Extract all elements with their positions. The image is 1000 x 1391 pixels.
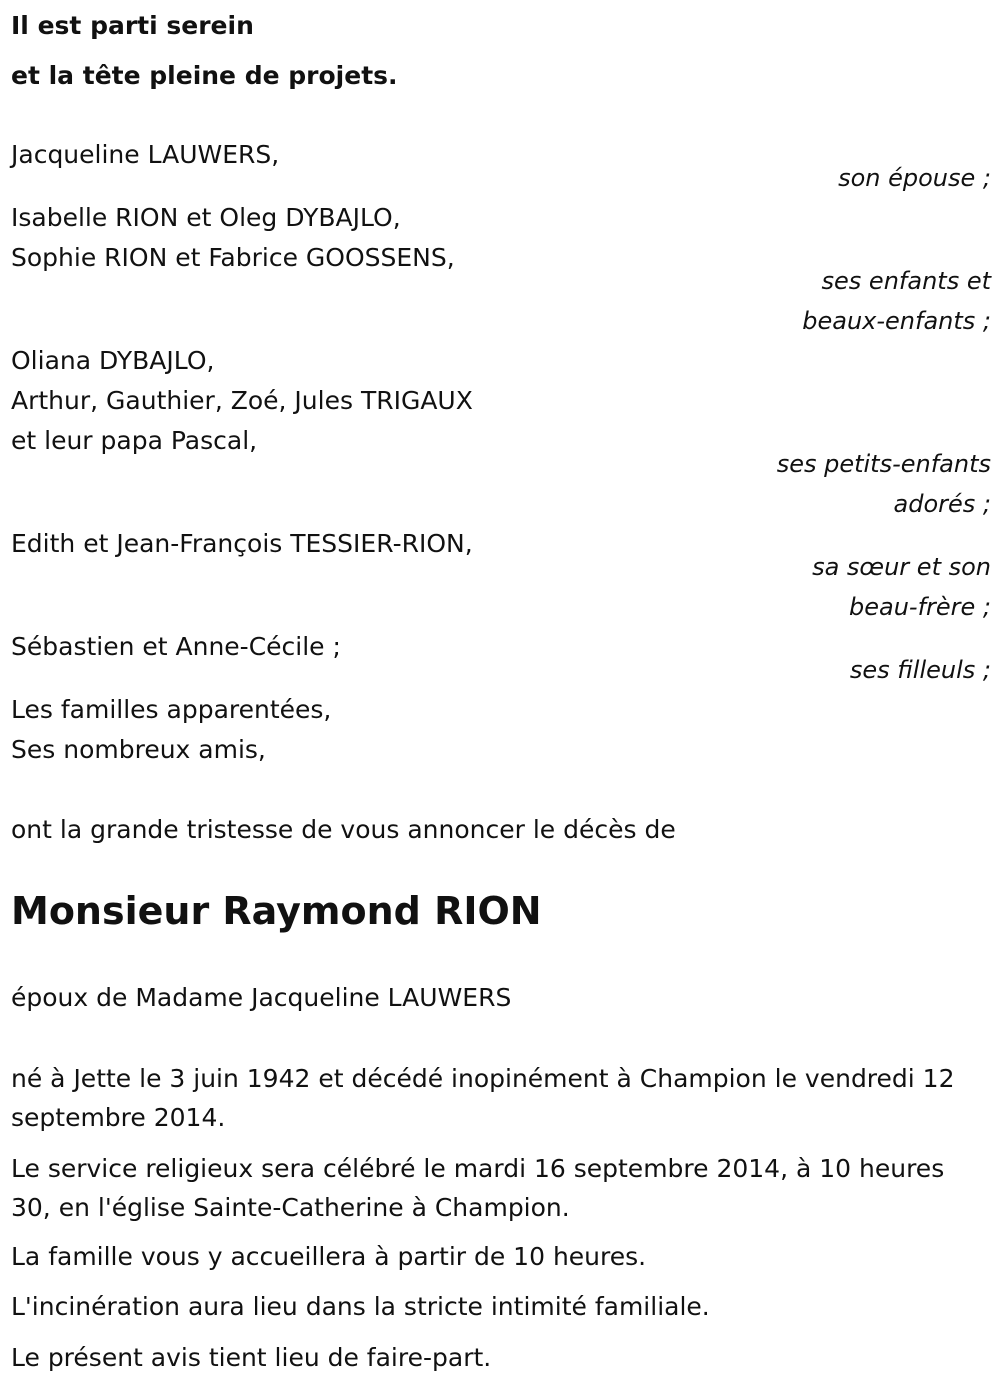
family-role: son épouse ;: [838, 164, 991, 192]
family-role: beaux-enfants ;: [802, 307, 991, 335]
family-name-line: et leur papa Pascal,: [11, 426, 258, 455]
family-role: ses enfants et: [821, 267, 991, 295]
others-line: Les familles apparentées,: [11, 695, 332, 724]
family-name-line: Edith et Jean-François TESSIER-RION,: [11, 529, 473, 558]
details-service: Le service religieux sera célébré le mardi 16 septembre 2014, à 10 heures 30, en l'église Sainte-Catherine à Champion.: [11, 1154, 945, 1222]
epigraph-line-2: et la tête pleine de projets.: [11, 61, 398, 90]
family-name-line: Jacqueline LAUWERS,: [11, 140, 280, 169]
family-role: ses filleuls ;: [849, 656, 991, 684]
family-role: beau-frère ;: [848, 593, 991, 621]
details-reception: La famille vous y accueillera à partir de 10 heures.: [11, 1242, 647, 1271]
announcement-text: ont la grande tristesse de vous annoncer le décès de: [11, 815, 676, 844]
details-cremation: L'incinération aura lieu dans la stricte intimité familiale.: [11, 1292, 710, 1321]
family-role: adorés ;: [893, 490, 991, 518]
spouse-line: époux de Madame Jacqueline LAUWERS: [11, 983, 512, 1012]
family-role: ses petits-enfants: [776, 450, 991, 478]
epigraph-line-1: Il est parti serein: [11, 11, 254, 40]
details-birth-death: né à Jette le 3 juin 1942 et décédé inopinément à Champion le vendredi 12 septembre 2014.: [11, 1064, 955, 1132]
others-line: Ses nombreux amis,: [11, 735, 266, 764]
family-name-line: Sébastien et Anne-Cécile ;: [11, 632, 341, 661]
family-name-line: Oliana DYBAJLO,: [11, 346, 215, 375]
deceased-name: Monsieur Raymond RION: [11, 889, 542, 933]
family-name-line: Arthur, Gauthier, Zoé, Jules TRIGAUX: [11, 386, 473, 415]
family-name-line: Isabelle RION et Oleg DYBAJLO,: [11, 203, 401, 232]
family-name-line: Sophie RION et Fabrice GOOSSENS,: [11, 243, 455, 272]
family-role: sa sœur et son: [812, 553, 991, 581]
details-notice: Le présent avis tient lieu de faire-part.: [11, 1343, 492, 1372]
